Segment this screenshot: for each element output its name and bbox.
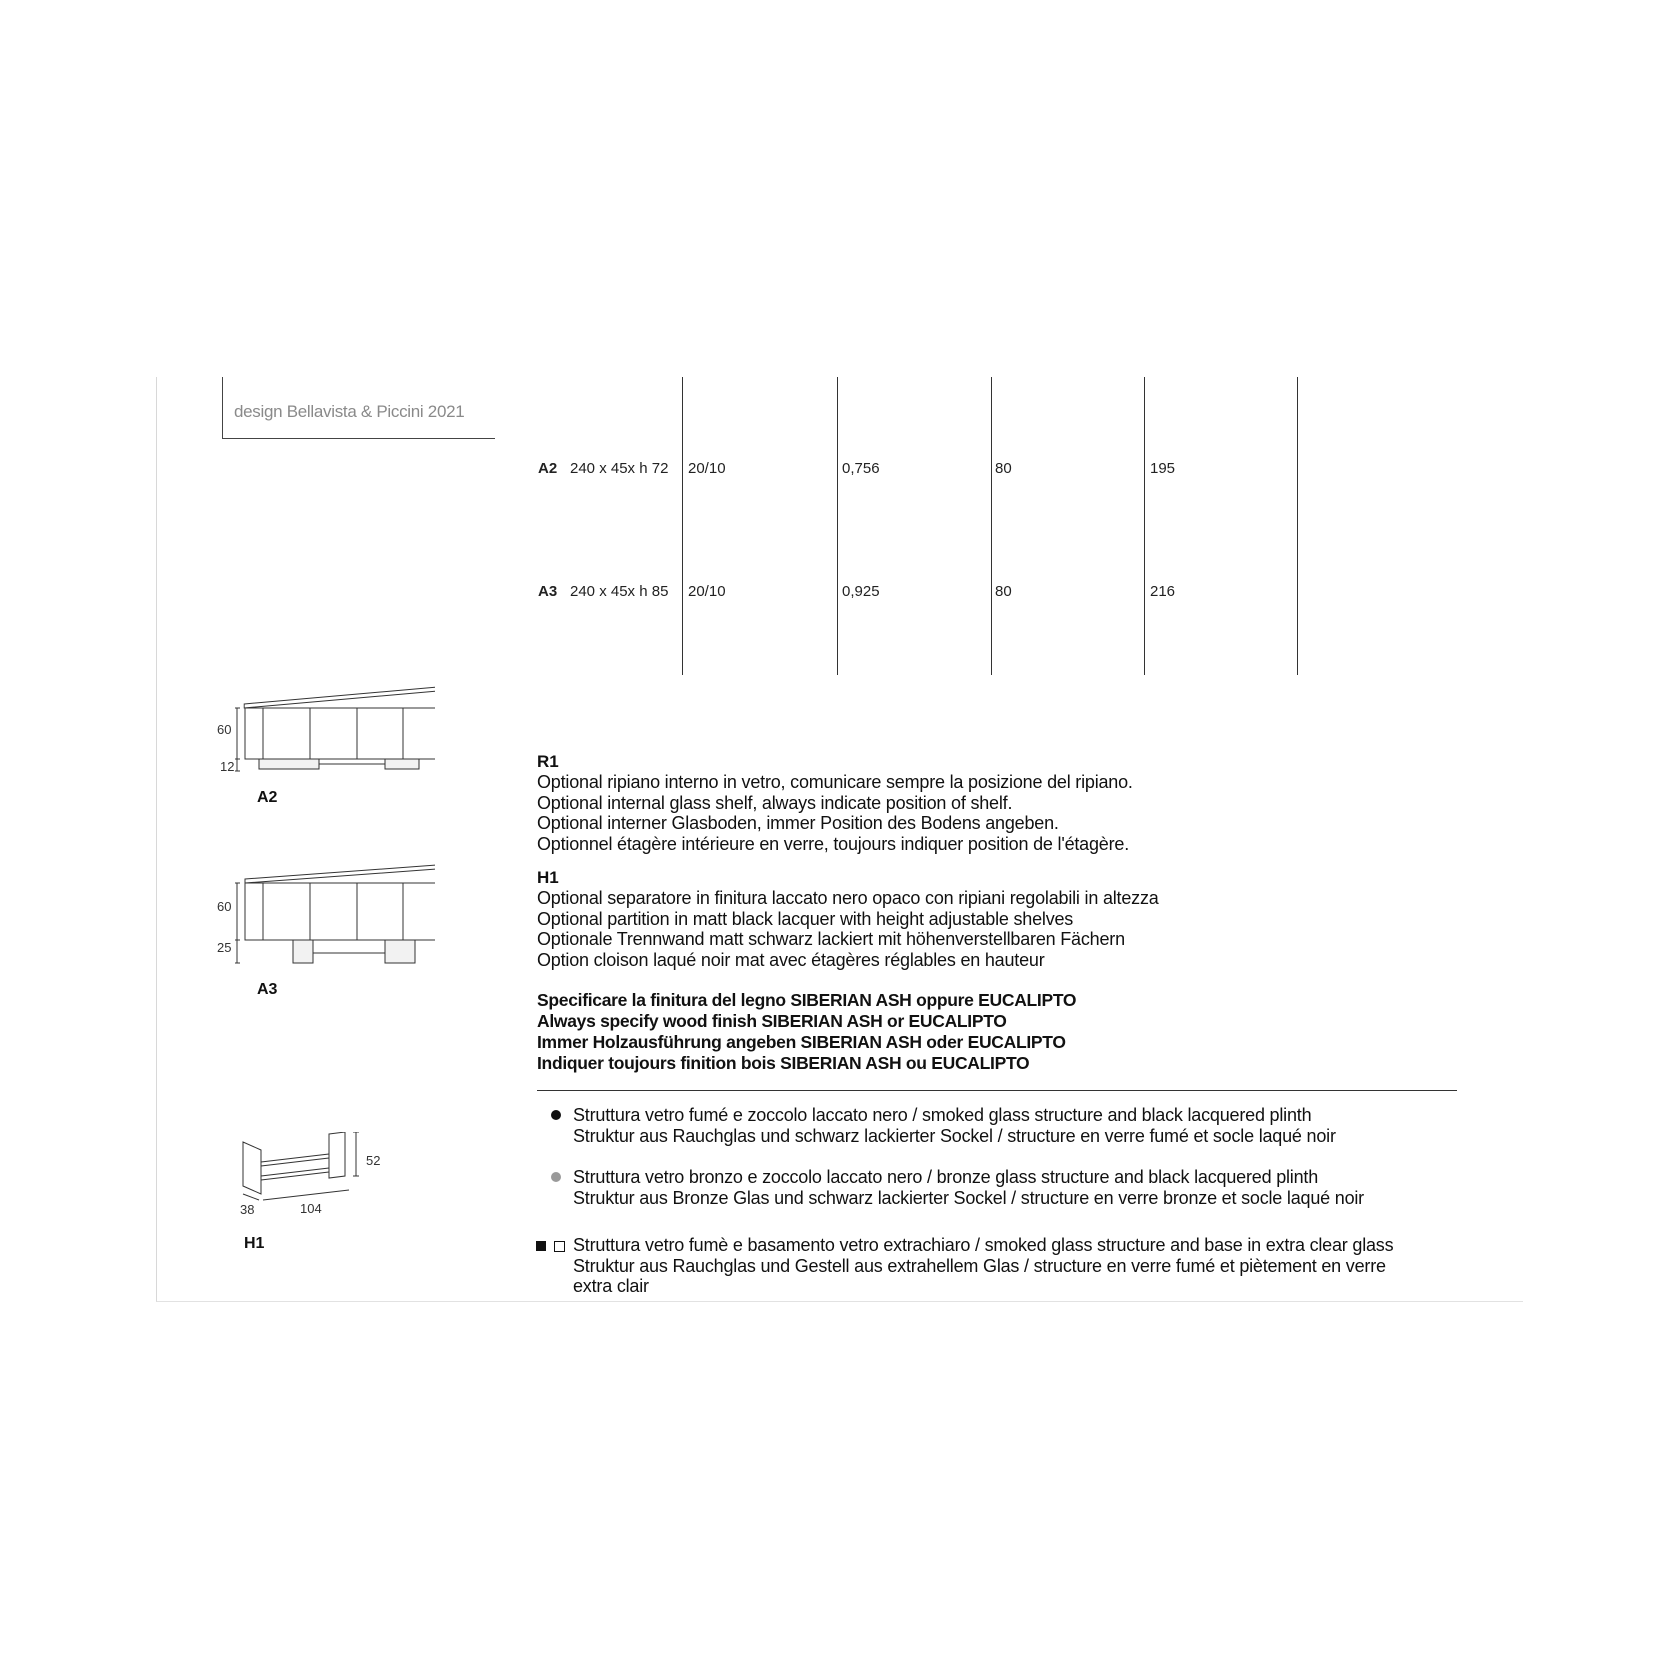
option-line: Optionnel étagère intérieure en verre, toujours indiquer position de l'étagère. xyxy=(537,833,1130,854)
row-value: 195 xyxy=(1150,460,1176,477)
finish-item xyxy=(573,1167,1364,1208)
option-line: Optional interner Glasboden, immer Position des Bodens angeben. xyxy=(537,813,1059,833)
finish-item xyxy=(573,1105,1336,1146)
wood-note-line: Specificare la finitura del legno SIBERIAN ASH oppure EUCALIPTO xyxy=(537,990,1077,1010)
row-value: 20/10 xyxy=(688,460,726,477)
row-dimensions: 240 x 45x h 85 xyxy=(570,583,669,600)
wood-note-line: Immer Holzausführung angeben SIBERIAN ASH oder EUCALIPTO xyxy=(537,1032,1066,1052)
h1-dim-depth: 38 xyxy=(240,1202,255,1217)
option-line: Optional separatore in finitura laccato nero opaco con ripiani regolabili in altezza xyxy=(537,888,1159,908)
row-value: 20/10 xyxy=(688,583,726,600)
wood-note-line: Indiquer toujours finition bois SIBERIAN ASH ou EUCALIPTO xyxy=(537,1053,1030,1073)
row-value: 0,925 xyxy=(842,583,880,600)
a3-dim-top: 60 xyxy=(217,899,232,914)
partition-h1-drawing xyxy=(241,1132,371,1202)
option-line: Optional internal glass shelf, always indicate position of shelf. xyxy=(537,792,1013,813)
wood-note-line: Always specify wood finish SIBERIAN ASH or EUCALIPTO xyxy=(537,1011,1007,1031)
h1-dim-height: 52 xyxy=(366,1153,381,1168)
finish-line: Struttura vetro fumé e zoccolo laccato nero / smoked glass structure and black lacquered plinth xyxy=(573,1105,1312,1125)
design-credit-box xyxy=(222,377,495,439)
row-value: 216 xyxy=(1150,583,1176,600)
white-square-icon xyxy=(554,1241,565,1252)
a2-label: A2 xyxy=(257,789,278,806)
finish-item xyxy=(573,1235,1393,1297)
finish-line: Struktur aus Bronze Glas und schwarz lackierter Sockel / structure en verre bronze et socle laqué noir xyxy=(573,1187,1364,1208)
a3-dim-bottom: 25 xyxy=(217,940,232,955)
row-value: 80 xyxy=(995,460,1012,477)
option-code: H1 xyxy=(537,868,559,887)
finish-line: Struktur aus Rauchglas und schwarz lackierter Sockel / structure en verre fumé et socle laqué noir xyxy=(573,1125,1336,1146)
black-square-icon xyxy=(536,1241,546,1251)
option-line: Optionale Trennwand matt schwarz lackiert mit höhenverstellbaren Fächern xyxy=(537,929,1125,949)
table-divider xyxy=(682,377,683,675)
sideboard-a3-drawing xyxy=(235,857,435,967)
product-sheet xyxy=(156,377,1523,1302)
finish-line: Struttura vetro fumè e basamento vetro extrachiaro / smoked glass structure and base in extra clear glass xyxy=(573,1235,1394,1255)
table-divider xyxy=(837,377,838,675)
finish-line: extra clair xyxy=(573,1276,649,1296)
option-h1 xyxy=(537,868,1477,970)
option-code: R1 xyxy=(537,752,559,771)
option-r1 xyxy=(537,752,1477,854)
design-credit: design Bellavista & Piccini 2021 xyxy=(234,402,465,421)
row-code: A2 xyxy=(538,460,558,477)
a3-label: A3 xyxy=(257,981,278,998)
option-line: Optional ripiano interno in vetro, comunicare sempre la posizione del ripiano. xyxy=(537,772,1133,792)
section-divider xyxy=(537,1090,1457,1091)
option-line: Option cloison laqué noir mat avec étagères réglables en hauteur xyxy=(537,949,1045,970)
table-divider xyxy=(1297,377,1298,675)
h1-dim-width: 104 xyxy=(300,1201,322,1216)
table-divider xyxy=(991,377,992,675)
row-value: 80 xyxy=(995,583,1012,600)
grey-dot-icon xyxy=(551,1172,561,1182)
finish-line: Struktur aus Rauchglas und Gestell aus extrahellem Glas / structure en verre fumé et piètement en verre xyxy=(573,1255,1386,1276)
row-dimensions: 240 x 45x h 72 xyxy=(570,460,669,477)
a2-dim-bottom: 12 xyxy=(220,759,235,774)
sideboard-a2-drawing xyxy=(235,679,435,779)
black-dot-icon xyxy=(551,1110,561,1120)
finish-line: Struttura vetro bronzo e zoccolo laccato nero / bronze glass structure and black lacquered plinth xyxy=(573,1167,1319,1187)
h1-label: H1 xyxy=(244,1235,265,1252)
option-line: Optional partition in matt black lacquer with height adjustable shelves xyxy=(537,908,1074,929)
a2-dim-top: 60 xyxy=(217,722,232,737)
table-divider xyxy=(1144,377,1145,675)
row-value: 0,756 xyxy=(842,460,880,477)
row-code: A3 xyxy=(538,583,558,600)
wood-finish-note xyxy=(537,990,1076,1074)
